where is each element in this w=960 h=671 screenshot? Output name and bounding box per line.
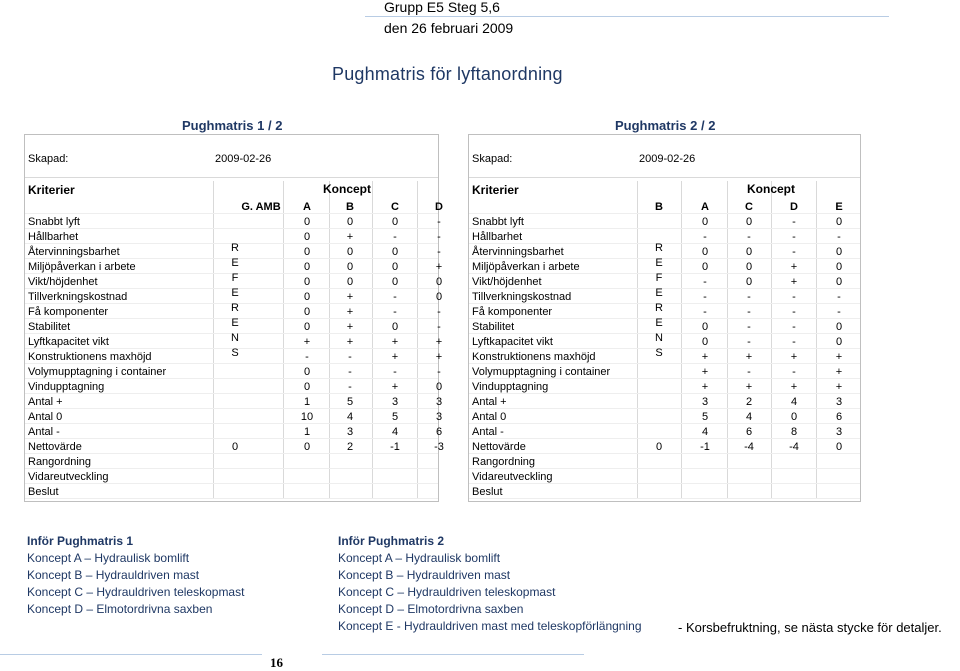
matrix-cell: 0 [303,276,311,288]
matrix-cell: 0 [835,261,843,273]
reference-letter: S [655,347,663,359]
kriterier-heading: Kriterier [28,183,75,197]
reference-letter: R [655,302,663,314]
matrix-cell: 3 [435,396,443,408]
row-divider [25,408,438,409]
concept-item: Koncept D – Elmotordrivna saxben [338,602,524,616]
criterion-label: Lyftkapacitet vikt [472,336,553,348]
matrix-cell: -4 [789,441,799,453]
criterion-label: Antal + [472,396,507,408]
matrix-cell: 0 [303,441,311,453]
matrix-cell: 0 [701,336,709,348]
matrix-cell: 6 [435,426,443,438]
criterion-label: Tillverkningskostnad [28,291,128,303]
reference-letter: E [655,287,663,299]
row-divider [25,498,438,499]
criterion-label: Snabbt lyft [28,216,80,228]
matrix-cell: - [703,231,707,243]
matrix-cell: + [790,261,798,273]
matrix-cell: + [745,381,753,393]
pugh-matrix-2 [468,134,861,502]
criterion-label: Antal + [28,396,63,408]
criterion-label: Beslut [472,486,503,498]
matrix-cell: - [747,231,751,243]
criterion-label: Återvinningsbarhet [28,246,120,258]
column-header: G. AMB [241,201,281,213]
matrix-cell: - [792,246,796,258]
header-date: den 26 februari 2009 [384,20,514,36]
matrix-cell: + [346,321,354,333]
matrix-cell: 4 [391,426,399,438]
reference-letter: E [655,257,663,269]
matrix-cell: + [346,291,354,303]
matrix-cell: 0 [701,261,709,273]
matrix-cell: + [346,231,354,243]
matrix-cell: - [393,231,397,243]
criterion-label: Antal - [472,426,504,438]
matrix-cell: 2 [745,396,753,408]
matrix-cell: - [703,291,707,303]
matrix-cell: + [391,351,399,363]
reference-letter: E [231,317,239,329]
matrix-cell: - [703,306,707,318]
matrix-cell: 0 [435,291,443,303]
matrix-cell: 5 [701,411,709,423]
reference-letter: R [231,242,239,254]
matrix-cell: 0 [303,366,311,378]
matrix-cell: -4 [744,441,754,453]
matrix-cell: - [792,336,796,348]
concept-item: Koncept B – Hydrauldriven mast [27,568,200,582]
concept-item: Koncept C – Hydrauldriven teleskopmast [27,585,245,599]
reference-letter: E [655,317,663,329]
concept-item: Koncept D – Elmotordrivna saxben [27,602,213,616]
matrix-cell: 0 [303,381,311,393]
matrix-cell: + [391,336,399,348]
criterion-label: Beslut [28,486,59,498]
criterion-label: Vindupptagning [28,381,105,393]
criterion-label: Stabilitet [28,321,71,333]
matrix-cell: + [303,336,311,348]
matrix-cell: 0 [303,231,311,243]
matrix-cell: 0 [303,261,311,273]
matrix-cell: + [435,261,443,273]
reference-letter: E [231,287,239,299]
matrix-cell: 0 [435,276,443,288]
reference-value: 0 [231,441,239,453]
matrix-cell: 3 [346,426,354,438]
matrix-cell: 0 [346,261,354,273]
matrix-cell: + [346,306,354,318]
reference-letter: F [655,272,663,284]
matrix-cell: + [790,276,798,288]
matrix2-heading: Pughmatris 2 / 2 [615,118,716,133]
reference-value: 0 [655,441,663,453]
matrix-cell: 1 [303,396,311,408]
matrix-cell: 3 [835,426,843,438]
matrix-cell: - [393,366,397,378]
reference-letter: N [655,332,663,344]
criterion-label: Antal - [28,426,60,438]
matrix-cell: 0 [303,291,311,303]
criterion-label: Konstruktionens maxhöjd [472,351,596,363]
matrix-cell: 0 [745,246,753,258]
criterion-label: Hållbarhet [28,231,79,243]
cross-fertilization-note: - Korsbefruktning, se nästa stycke för detaljer. [678,620,942,635]
row-divider [469,498,860,499]
matrix-cell: + [391,381,399,393]
matrix-cell: + [745,351,753,363]
matrix-cell: 6 [835,411,843,423]
concepts-2-heading: Inför Pughmatris 2 [338,534,445,548]
matrix-cell: 0 [835,441,843,453]
criterion-label: Vikt/höjdenhet [28,276,98,288]
matrix-cell: 0 [346,216,354,228]
matrix-cell: 1 [303,426,311,438]
created-date: 2009-02-26 [215,153,272,165]
matrix-cell: 0 [346,246,354,258]
matrix-cell: - [747,306,751,318]
row-divider [25,423,438,424]
criterion-label: Snabbt lyft [472,216,524,228]
column-header: D [790,201,798,213]
matrix-cell: - [348,366,352,378]
matrix-cell: 0 [835,321,843,333]
matrix-cell: 3 [701,396,709,408]
criterion-label: Miljöpåverkan i arbete [472,261,580,273]
matrix-cell: 0 [835,246,843,258]
matrix-cell: - [747,336,751,348]
matrix1-heading: Pughmatris 1 / 2 [182,118,283,133]
criterion-label: Få komponenter [472,306,553,318]
criterion-label: Volymupptagning i container [28,366,167,378]
matrix-cell: - [348,381,352,393]
matrix-cell: - [305,351,309,363]
criterion-label: Vidareutveckling [28,471,109,483]
matrix-cell: 5 [391,411,399,423]
matrix-cell: 8 [790,426,798,438]
matrix-cell: 0 [745,261,753,273]
column-header: D [435,201,443,213]
matrix-cell: 0 [303,216,311,228]
matrix-cell: - [703,276,707,288]
matrix-cell: 0 [303,321,311,333]
criterion-label: Hållbarhet [472,231,523,243]
matrix-cell: + [701,366,709,378]
matrix-cell: - [747,366,751,378]
matrix-cell: - [792,216,796,228]
reference-letter: S [231,347,239,359]
matrix-cell: 0 [391,216,399,228]
matrix-cell: 0 [303,246,311,258]
matrix-cell: - [393,291,397,303]
matrix-cell: 0 [701,216,709,228]
footer-rule-right [322,654,584,655]
concepts-list-1 [27,533,244,618]
header-separator [469,177,860,178]
matrix-cell: + [835,351,843,363]
criterion-label: Antal 0 [472,411,507,423]
matrix-cell: + [835,381,843,393]
reference-letter: F [231,272,239,284]
reference-letter: R [231,302,239,314]
reference-letter: E [231,257,239,269]
matrix-cell: - [792,231,796,243]
matrix-cell: + [835,366,843,378]
matrix-cell: + [790,351,798,363]
pugh-matrix-1 [24,134,444,502]
page-title: Pughmatris för lyftanordning [332,64,563,84]
header-rule [365,16,889,17]
matrix-cell: 0 [835,336,843,348]
matrix-cell: 0 [391,246,399,258]
matrix-cell: 3 [835,396,843,408]
row-divider [25,438,438,439]
matrix-cell: + [701,351,709,363]
matrix-cell: 0 [835,216,843,228]
criterion-label: Nettovärde [472,441,526,453]
matrix-cell: - [437,246,441,258]
created-date: 2009-02-26 [639,153,696,165]
criterion-label: Få komponenter [28,306,109,318]
skapad-label: Skapad: [28,153,69,165]
concept-item: Koncept C – Hydrauldriven teleskopmast [338,585,556,599]
column-header: A [303,201,311,213]
matrix-cell: 0 [346,276,354,288]
matrix-cell: 10 [300,411,314,423]
reference-letter: N [231,332,239,344]
matrix-cell: - [393,306,397,318]
concept-item: Koncept E - Hydrauldriven mast med teleskopförlängning [338,619,642,633]
matrix-cell: - [792,291,796,303]
matrix-cell: 3 [435,411,443,423]
kriterier-heading: Kriterier [472,183,519,197]
criterion-label: Vidareutveckling [472,471,553,483]
column-header: C [745,201,753,213]
concept-item: Koncept B – Hydrauldriven mast [338,568,511,582]
matrix-cell: - [437,216,441,228]
matrix-cell: 0 [701,246,709,258]
matrix-cell: 0 [391,276,399,288]
matrix-cell: - [837,231,841,243]
matrix-cell: - [837,306,841,318]
matrix-cell: 2 [346,441,354,453]
concept-item: Koncept A – Hydraulisk bomlift [27,551,190,565]
criterion-label: Rangordning [28,456,91,468]
concept-item: Koncept A – Hydraulisk bomlift [338,551,501,565]
header-title: Grupp E5 Steg 5,6 [384,0,500,15]
column-header: B [655,201,663,213]
matrix-cell: 0 [303,306,311,318]
page-number: 16 [270,655,283,670]
criterion-label: Miljöpåverkan i arbete [28,261,136,273]
column-header: E [835,201,843,213]
concepts-1-heading: Inför Pughmatris 1 [27,534,134,548]
matrix-cell: 0 [835,276,843,288]
criterion-label: Nettovärde [28,441,82,453]
matrix-cell: -3 [434,441,444,453]
matrix-cell: - [348,351,352,363]
matrix-cell: 0 [745,276,753,288]
matrix-cell: 4 [790,396,798,408]
matrix-cell: -1 [390,441,400,453]
footer-rule-left [0,654,262,655]
header-separator [25,177,438,178]
criterion-label: Rangordning [472,456,535,468]
matrix-cell: - [792,366,796,378]
criterion-label: Antal 0 [28,411,63,423]
matrix-cell: + [346,336,354,348]
matrix-cell: 4 [701,426,709,438]
row-divider [25,228,438,229]
matrix-cell: 3 [391,396,399,408]
matrix-cell: 6 [745,426,753,438]
matrix-cell: - [437,231,441,243]
matrix-cell: 4 [346,411,354,423]
matrix-cell: 0 [790,411,798,423]
matrix-cell: + [790,381,798,393]
criterion-label: Vindupptagning [472,381,549,393]
matrix-cell: 5 [346,396,354,408]
reference-letter: R [655,242,663,254]
criterion-label: Lyftkapacitet vikt [28,336,109,348]
matrix-cell: 0 [391,261,399,273]
matrix-cell: - [437,321,441,333]
concepts-list-2 [338,533,642,635]
matrix-cell: + [435,351,443,363]
matrix-cell: + [701,381,709,393]
column-header: C [391,201,399,213]
criterion-label: Volymupptagning i container [472,366,611,378]
matrix-cell: - [747,321,751,333]
criterion-label: Tillverkningskostnad [472,291,572,303]
matrix-cell: 0 [391,321,399,333]
koncept-heading: Koncept [747,182,795,196]
matrix-cell: 0 [745,216,753,228]
matrix-cell: -1 [700,441,710,453]
criterion-label: Vikt/höjdenhet [472,276,542,288]
criterion-label: Konstruktionens maxhöjd [28,351,152,363]
column-header: A [701,201,709,213]
matrix-cell: - [747,291,751,303]
matrix-cell: - [837,291,841,303]
matrix-cell: 4 [745,411,753,423]
column-header: B [346,201,354,213]
matrix-cell: 0 [435,381,443,393]
koncept-heading: Koncept [323,182,371,196]
criterion-label: Återvinningsbarhet [472,246,564,258]
criterion-label: Stabilitet [472,321,515,333]
matrix-cell: + [435,336,443,348]
matrix-cell: 0 [701,321,709,333]
matrix-cell: - [437,366,441,378]
matrix-cell: - [792,306,796,318]
skapad-label: Skapad: [472,153,513,165]
matrix-cell: - [437,306,441,318]
matrix-cell: - [792,321,796,333]
